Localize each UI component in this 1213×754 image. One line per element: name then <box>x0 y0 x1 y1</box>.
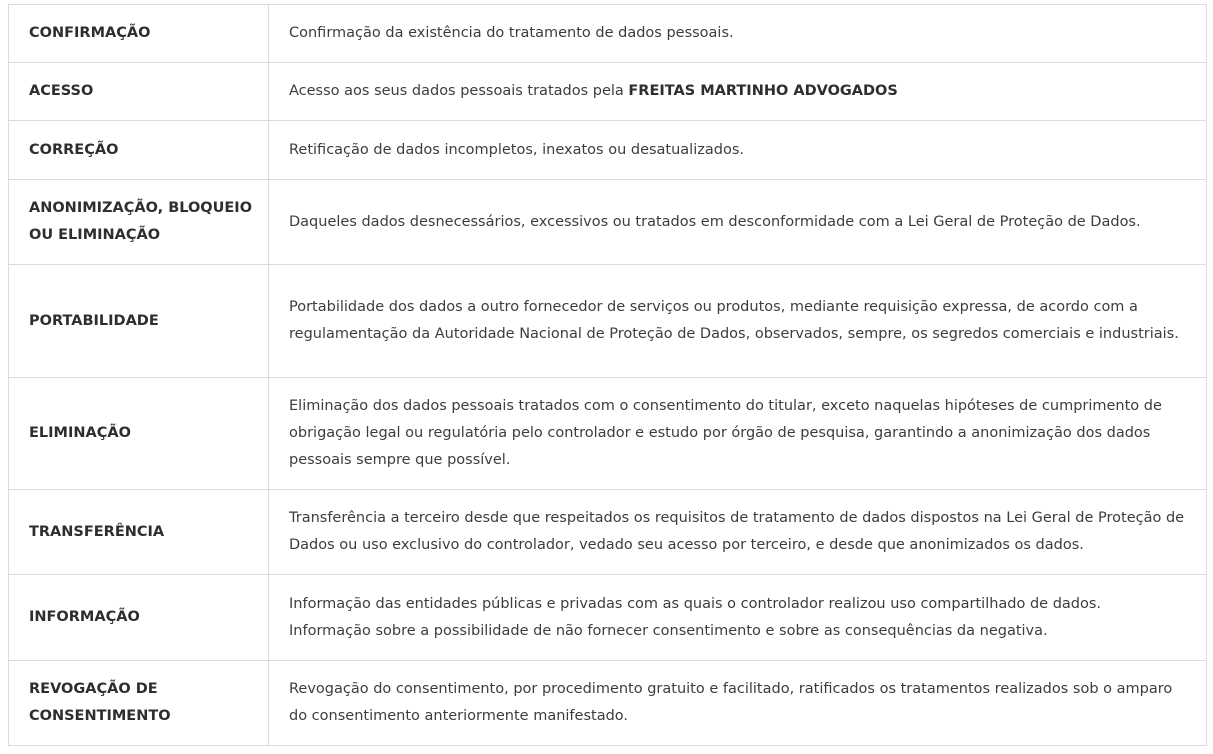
row-term: CORREÇÃO <box>9 121 269 180</box>
table-row <box>9 378 1207 490</box>
table-row <box>9 121 1207 180</box>
table-row <box>9 490 1207 575</box>
row-description: Transferência a terceiro desde que respeitados os requisitos de tratamento de dados dispostos na Lei Geral de Proteção de Dados ou uso exclusivo do controlador, vedado seu acesso por terceiro, e desde que anonimizados os dados. <box>269 490 1207 575</box>
row-term: CONFIRMAÇÃO <box>9 5 269 63</box>
table-row <box>9 265 1207 378</box>
table-row <box>9 661 1207 746</box>
row-term: ELIMINAÇÃO <box>9 378 269 490</box>
row-description-text: Acesso aos seus dados pessoais tratados pela <box>289 83 629 99</box>
row-term: INFORMAÇÃO <box>9 575 269 661</box>
row-term: REVOGAÇÃO DE CONSENTIMENTO <box>9 661 269 746</box>
row-term: ANONIMIZAÇÃO, BLOQUEIO OU ELIMINAÇÃO <box>9 180 269 265</box>
rights-table-container <box>8 4 1207 746</box>
row-description: Portabilidade dos dados a outro fornecedor de serviços ou produtos, mediante requisição expressa, de acordo com a regulamentação da Autoridade Nacional de Proteção de Dados, observados, sempre, os segredos comerciais e industriais. <box>269 265 1207 378</box>
row-description <box>269 63 1207 121</box>
row-description: Confirmação da existência do tratamento de dados pessoais. <box>269 5 1207 63</box>
table-row <box>9 63 1207 121</box>
table-row <box>9 575 1207 661</box>
row-description: Informação das entidades públicas e privadas com as quais o controlador realizou uso compartilhado de dados. Informação sobre a possibilidade de não fornecer consentimento e sobre as consequências da negativa. <box>269 575 1207 661</box>
row-description: Revogação do consentimento, por procedimento gratuito e facilitado, ratificados os tratamentos realizados sob o amparo do consentimento anteriormente manifestado. <box>269 661 1207 746</box>
table-row <box>9 180 1207 265</box>
row-term: TRANSFERÊNCIA <box>9 490 269 575</box>
company-name: FREITAS MARTINHO ADVOGADOS <box>628 83 898 99</box>
row-description: Retificação de dados incompletos, inexatos ou desatualizados. <box>269 121 1207 180</box>
row-term: PORTABILIDADE <box>9 265 269 378</box>
row-description: Daqueles dados desnecessários, excessivos ou tratados em desconformidade com a Lei Geral de Proteção de Dados. <box>269 180 1207 265</box>
row-description: Eliminação dos dados pessoais tratados com o consentimento do titular, exceto naquelas hipóteses de cumprimento de obrigação legal ou regulatória pelo controlador e estudo por órgão de pesquisa, garantindo a anonimização dos dados pessoais sempre que possível. <box>269 378 1207 490</box>
rights-table <box>8 4 1207 746</box>
row-term: ACESSO <box>9 63 269 121</box>
table-row <box>9 5 1207 63</box>
